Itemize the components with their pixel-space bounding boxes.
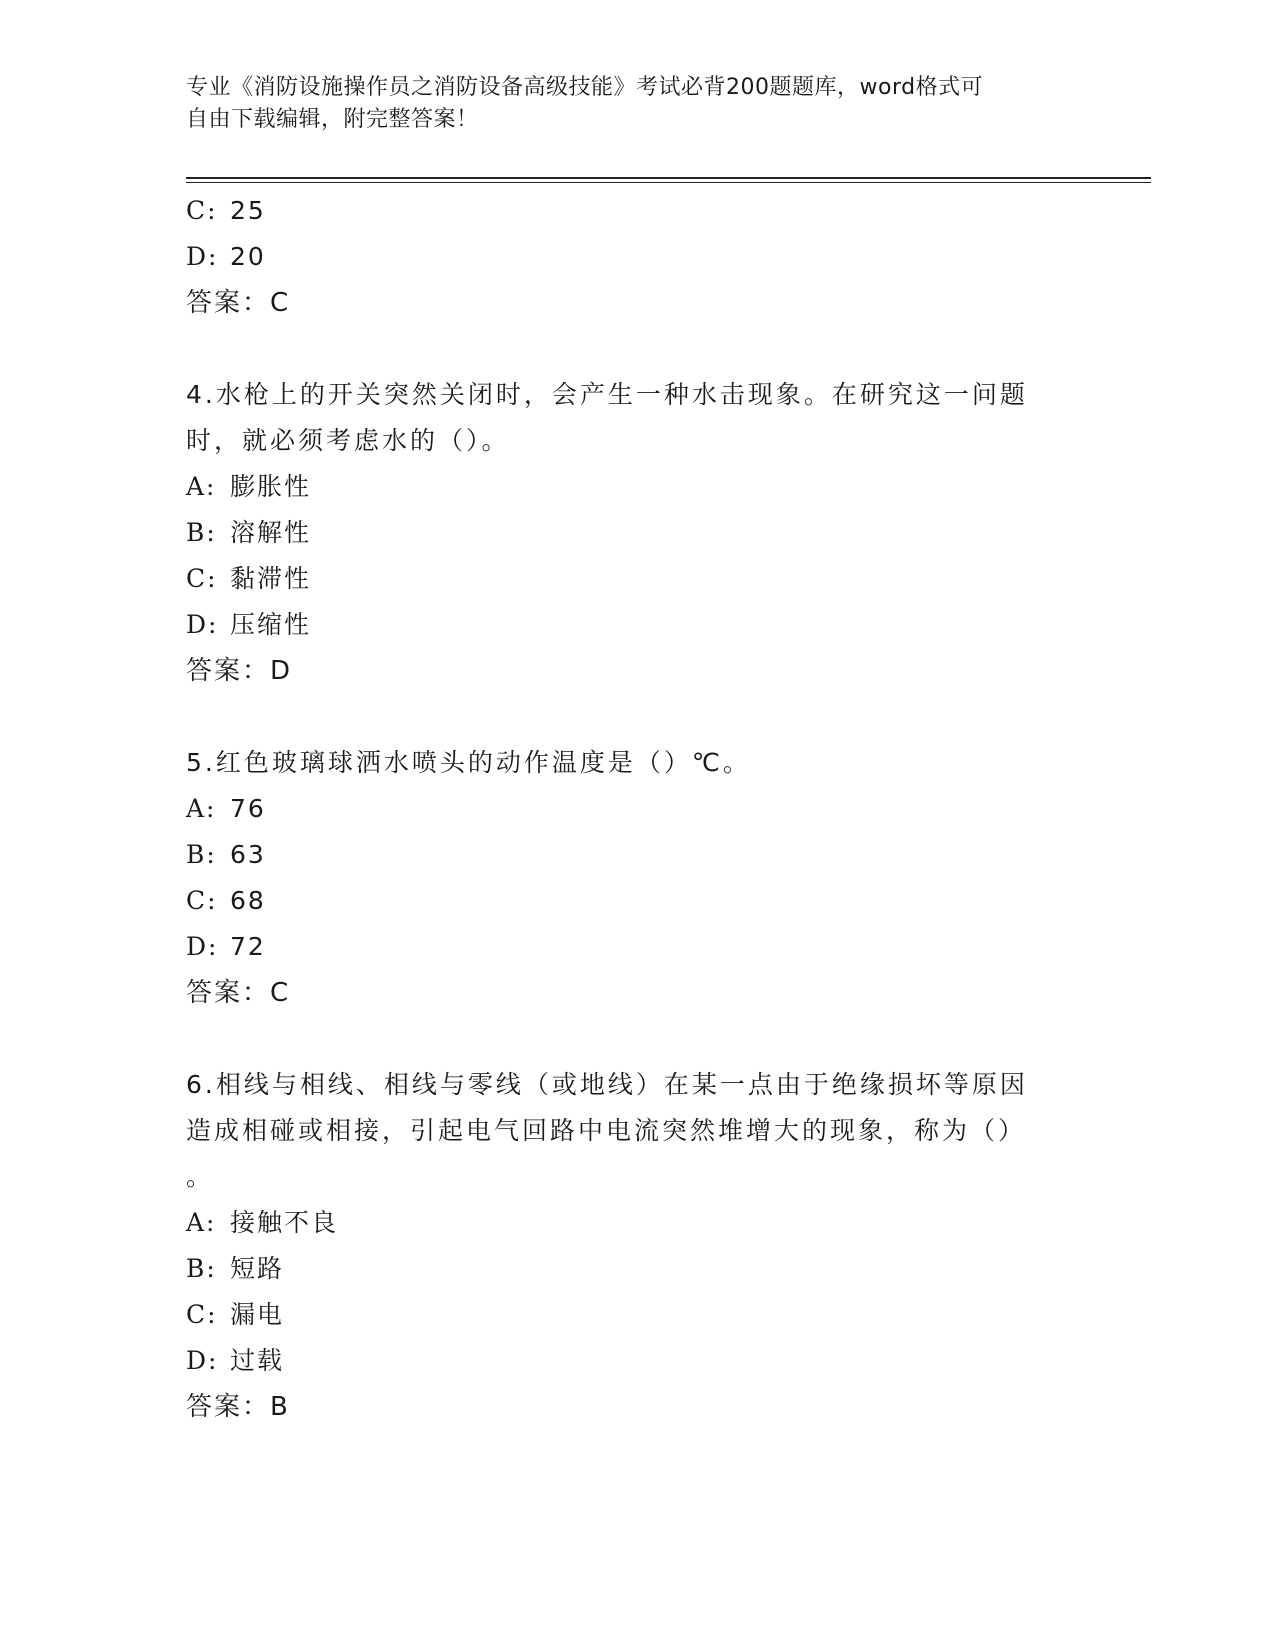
option-b xyxy=(186,510,1086,556)
header-title-line1: 专业《消防设施操作员之消防设备高级技能》考试必背200题题库，word格式可 xyxy=(186,75,984,100)
question-3-tail xyxy=(186,188,1086,326)
option-label: C: xyxy=(186,1300,218,1329)
question-stem-line: 4.水枪上的开关突然关闭时，会产生一种水击现象。在研究这一问题 xyxy=(186,380,1028,409)
option-c xyxy=(186,878,1086,924)
spacer xyxy=(186,1016,1086,1062)
option-text: 68 xyxy=(230,886,266,915)
option-label: C: xyxy=(186,886,218,915)
option-text: 72 xyxy=(230,932,266,961)
option-text: 黏滞性 xyxy=(230,564,312,593)
option-d xyxy=(186,234,1086,280)
option-d xyxy=(186,924,1086,970)
question-stem-line: 时，就必须考虑水的（）。 xyxy=(186,426,510,455)
question-6 xyxy=(186,1062,1086,1430)
document-header xyxy=(186,72,1066,136)
option-b xyxy=(186,1246,1086,1292)
option-label: B: xyxy=(186,1254,217,1283)
option-label: B: xyxy=(186,840,217,869)
question-5 xyxy=(186,740,1086,1016)
option-c xyxy=(186,188,1086,234)
question-stem-line: 造成相碰或相接，引起电气回路中电流突然堆增大的现象，称为（） xyxy=(186,1116,1027,1145)
option-text: 接触不良 xyxy=(230,1208,339,1237)
option-d xyxy=(186,1338,1086,1384)
option-a xyxy=(186,786,1086,832)
option-label: C: xyxy=(186,196,218,225)
option-label: D: xyxy=(186,610,219,639)
option-text: 20 xyxy=(230,242,266,271)
spacer xyxy=(186,326,1086,372)
option-text: 25 xyxy=(230,196,266,225)
answer-line: 答案：C xyxy=(186,288,291,318)
option-label: A: xyxy=(186,1208,217,1237)
option-c xyxy=(186,556,1086,602)
option-a xyxy=(186,1200,1086,1246)
option-label: A: xyxy=(186,794,217,823)
header-rule-thick xyxy=(186,177,1151,179)
option-text: 压缩性 xyxy=(230,610,312,639)
option-text: 76 xyxy=(230,794,266,823)
question-content xyxy=(186,188,1086,1430)
option-text: 短路 xyxy=(230,1254,285,1283)
option-text: 漏电 xyxy=(230,1300,285,1329)
option-c xyxy=(186,1292,1086,1338)
question-stem-line: 。 xyxy=(186,1162,215,1191)
spacer xyxy=(186,694,1086,740)
question-stem-line: 5.红色玻璃球洒水喷头的动作温度是（）℃。 xyxy=(186,748,751,777)
option-text: 过载 xyxy=(230,1346,285,1375)
answer-line: 答案：D xyxy=(186,656,293,686)
option-text: 63 xyxy=(230,840,266,869)
header-rule-thin xyxy=(186,182,1151,183)
option-a xyxy=(186,464,1086,510)
option-label: A: xyxy=(186,472,217,501)
question-4 xyxy=(186,372,1086,694)
option-d xyxy=(186,602,1086,648)
option-text: 膨胀性 xyxy=(230,472,312,501)
option-label: B: xyxy=(186,518,217,547)
question-stem-line: 6.相线与相线、相线与零线（或地线）在某一点由于绝缘损坏等原因 xyxy=(186,1070,1028,1099)
option-label: D: xyxy=(186,1346,219,1375)
option-b xyxy=(186,832,1086,878)
header-title-line2: 自由下载编辑，附完整答案！ xyxy=(186,107,479,132)
option-label: D: xyxy=(186,932,219,961)
option-label: C: xyxy=(186,564,218,593)
option-label: D: xyxy=(186,242,219,271)
option-text: 溶解性 xyxy=(230,518,312,547)
answer-line: 答案：C xyxy=(186,978,291,1008)
answer-line: 答案：B xyxy=(186,1392,290,1422)
